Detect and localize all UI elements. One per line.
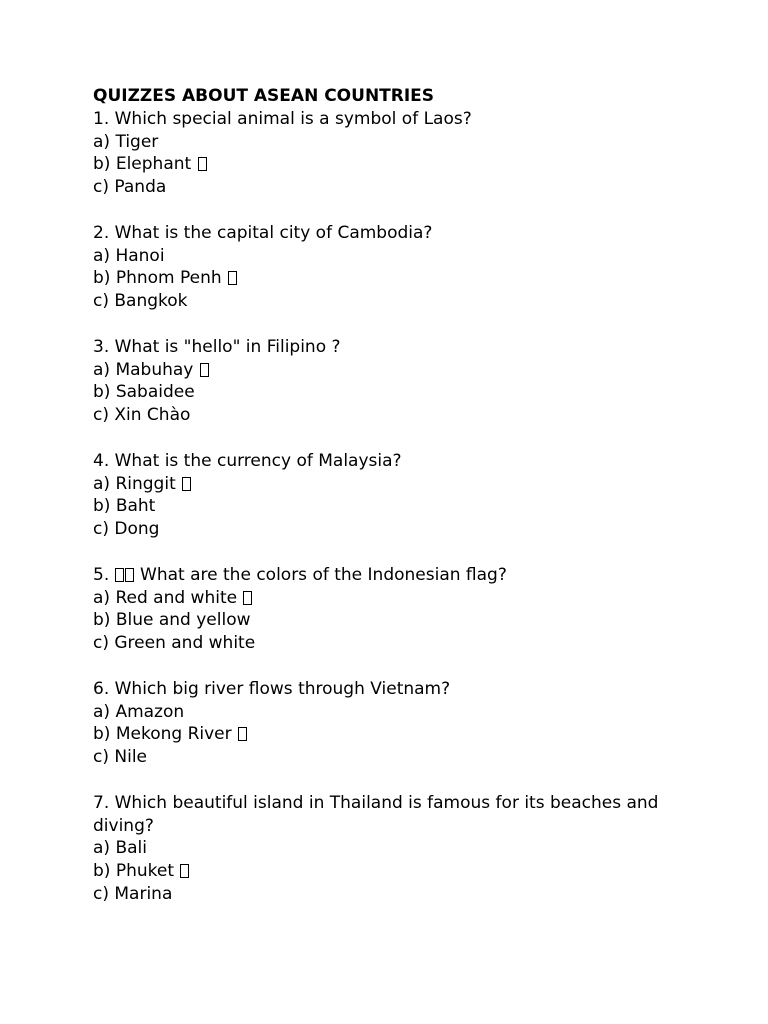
answer-option: c) Green and white [93, 633, 256, 654]
missing-glyph-icon [228, 271, 237, 285]
answer-option: b) Phnom Penh [93, 267, 693, 290]
question-block-1 [93, 108, 693, 199]
question-text: 6. Which big river flows through Vietnam? [93, 678, 451, 699]
missing-glyph-icon [243, 591, 252, 605]
missing-glyph-icon [180, 864, 189, 878]
question-block-3 [93, 336, 693, 427]
answer-option: c) Nile [93, 747, 148, 768]
question-text: 1. Which special animal is a symbol of Laos? [93, 108, 472, 129]
answer-option: b) Blue and yellow [93, 610, 251, 631]
answer-option: c) Xin Chào [93, 405, 191, 426]
answer-option: c) Marina [93, 883, 173, 904]
document-title: QUIZZES ABOUT ASEAN COUNTRIES [93, 86, 435, 106]
answer-option: a) Bali [93, 838, 147, 859]
missing-glyph-icon [125, 568, 134, 582]
question-text: 4. What is the currency of Malaysia? [93, 450, 402, 471]
answer-option: a) Ringgit [93, 473, 693, 496]
question-text: 7. Which beautiful island in Thailand is famous for its beaches and diving? [93, 792, 664, 836]
question-block-7 [93, 792, 693, 906]
missing-glyph-icon [200, 363, 209, 377]
quiz-document [93, 85, 693, 928]
answer-option: a) Mabuhay [93, 359, 693, 382]
answer-option: c) Dong [93, 519, 160, 540]
answer-option: c) Panda [93, 177, 167, 198]
answer-option: c) Bangkok [93, 291, 188, 312]
answer-option: b) Mekong River [93, 723, 693, 746]
missing-glyph-icon [198, 157, 207, 171]
missing-glyph-icon [182, 477, 191, 491]
answer-option: b) Elephant [93, 153, 693, 176]
answer-option: b) Baht [93, 496, 156, 517]
answer-option: b) Sabaidee [93, 382, 195, 403]
answer-option: a) Red and white [93, 587, 693, 610]
question-block-4 [93, 450, 693, 541]
question-block-6 [93, 678, 693, 769]
answer-option: a) Tiger [93, 131, 159, 152]
answer-option: a) Amazon [93, 701, 185, 722]
question-text: 5. What are the colors of the Indonesian flag? [93, 564, 507, 585]
question-text: 3. What is "hello" in Filipino ? [93, 336, 341, 357]
missing-glyph-icon [238, 727, 247, 741]
question-block-5 [93, 564, 693, 655]
missing-glyph-icon [115, 568, 124, 582]
answer-option: a) Hanoi [93, 245, 165, 266]
question-text: 2. What is the capital city of Cambodia? [93, 222, 433, 243]
answer-option: b) Phuket [93, 860, 693, 883]
question-block-2 [93, 222, 693, 313]
